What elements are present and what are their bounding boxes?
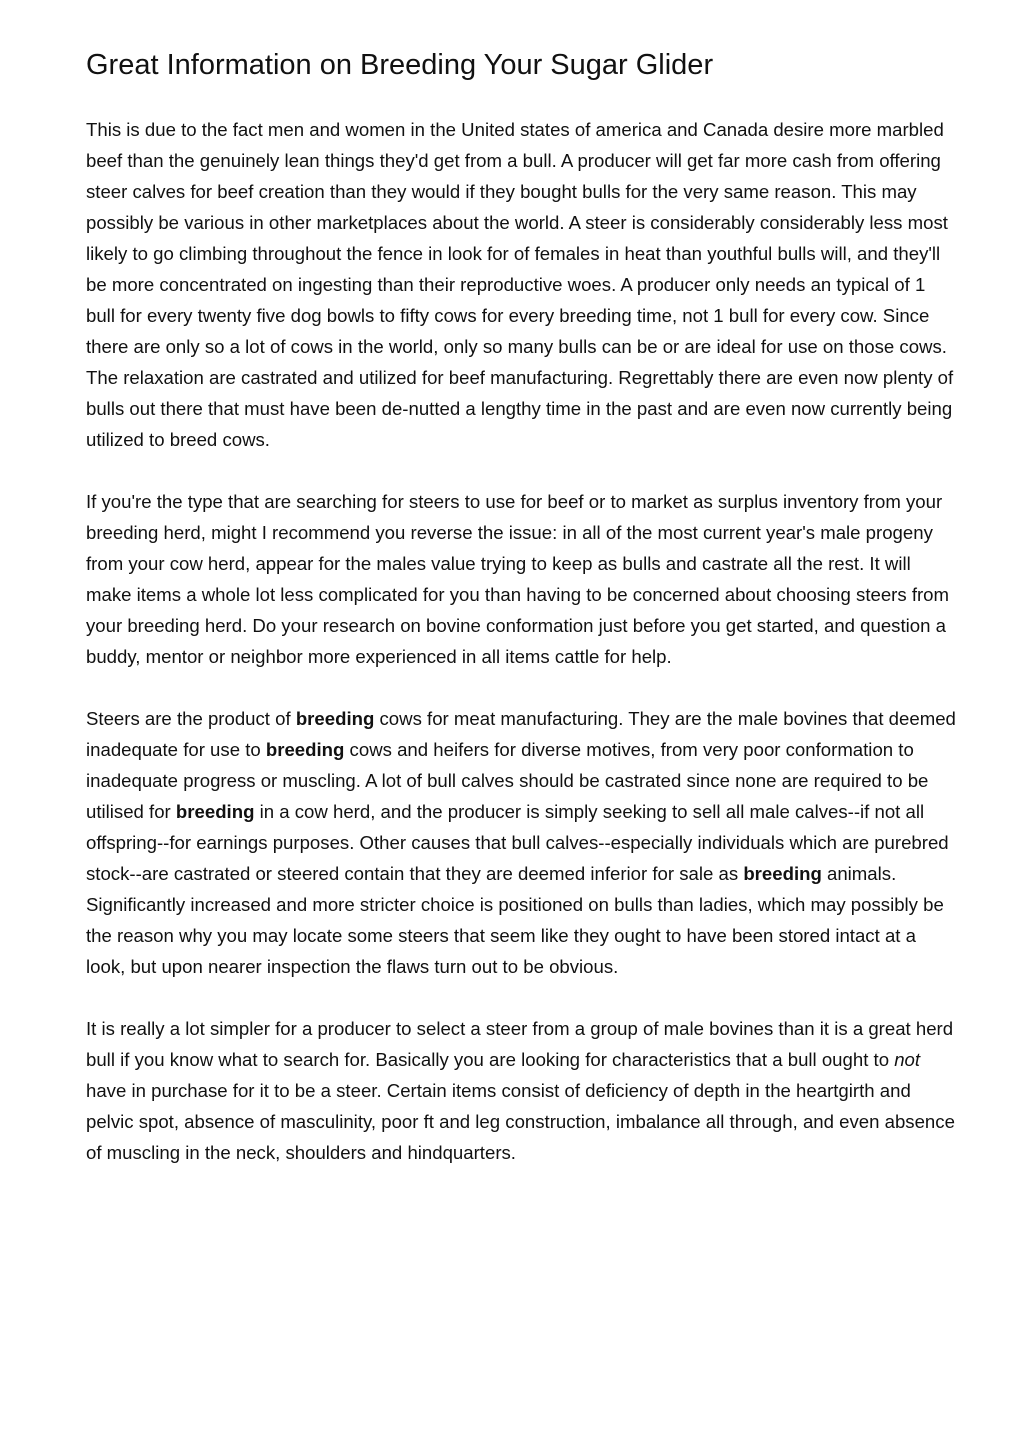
italic-term-not: not — [894, 1049, 921, 1070]
paragraph-3 — [86, 703, 956, 982]
paragraph-3-text-5: animals. Significantly increased and more stricter choice is positioned on bulls than ladies, which may possibly be the reason why you may locate some steers that seem like they ought to have been stored intact at a look, but upon nearer inspection the flaws turn out to be obvious. — [86, 863, 944, 977]
paragraph-4 — [86, 1013, 956, 1168]
paragraph-3-text-1: Steers are the product of — [86, 708, 296, 729]
paragraph-4-text-1: It is really a lot simpler for a producer to select a steer from a group of male bovines than it is a great herd bull if you know what to search for. Basically you are looking for characteristics that a bull ought to — [86, 1018, 954, 1070]
bold-term-breeding: breeding — [743, 863, 822, 884]
bold-term-breeding: breeding — [175, 801, 255, 822]
bold-term-breeding: breeding — [295, 708, 375, 729]
paragraph-1: This is due to the fact men and women in the United states of america and Canada desire more marbled beef than the genuinely lean things they'd get from a bull. A producer will get far more cash from offering steer calves for beef creation than they would if they bought bulls for the very same reason. This may possibly be various in other marketplaces about the world. A steer is considerably considerably less most likely to go climbing throughout the fence in look for of females in heat than youthful bulls will, and they'll be more concentrated on ingesting than their reproductive woes. A producer only needs an typical of 1 bull for every twenty five dog bowls to fifty cows for every breeding time, not 1 bull for every cow. Since there are only so a lot of cows in the world, only so many bulls can be or are ideal for use on those cows. The relaxation are castrated and utilized for beef manufacturing. Regrettably there are even now plenty of bulls out there that must have been de-nutted a lengthy time in the past and are even now currently being utilized to breed cows. — [86, 119, 954, 450]
paragraph-3-text-3: cows and heifers for diverse motives, from very poor conformation to inadequate progress or muscling. A lot of bull calves should be castrated since none are required to be utilised for — [86, 739, 929, 822]
paragraph-3-text-2: cows for meat manufacturing. They are the male bovines that deemed inadequate for use to — [86, 708, 956, 760]
document-page — [86, 40, 956, 1199]
paragraph-2: If you're the type that are searching for steers to use for beef or to market as surplus inventory from your breeding herd, might I recommend you reverse the issue: in all of the most current year's male progeny from your cow herd, appear for the males value trying to keep as bulls and castrate all the rest. It will make items a whole lot less complicated for you than having to be concerned about choosing steers from your breeding herd. Do your research on bovine conformation just before you get started, and question a buddy, mentor or neighbor more experienced in all items cattle for help. — [86, 491, 950, 667]
paragraph-3-text-4: in a cow herd, and the producer is simply seeking to sell all male calves--if not all offspring--for earnings purposes. Other causes that bull calves--especially individuals which are purebred stock--are castrated or steered contain that they are deemed inferior for sale as — [86, 801, 949, 884]
bold-term-breeding: breeding — [265, 739, 345, 760]
page-title: Great Information on Breeding Your Sugar Glider — [86, 49, 714, 81]
paragraph-4-text-2: have in purchase for it to be a steer. Certain items consist of deficiency of depth in the heartgirth and pelvic spot, absence of masculinity, poor ft and leg construction, imbalance all through, and even absence of muscling in the neck, shoulders and hindquarters. — [86, 1080, 955, 1163]
